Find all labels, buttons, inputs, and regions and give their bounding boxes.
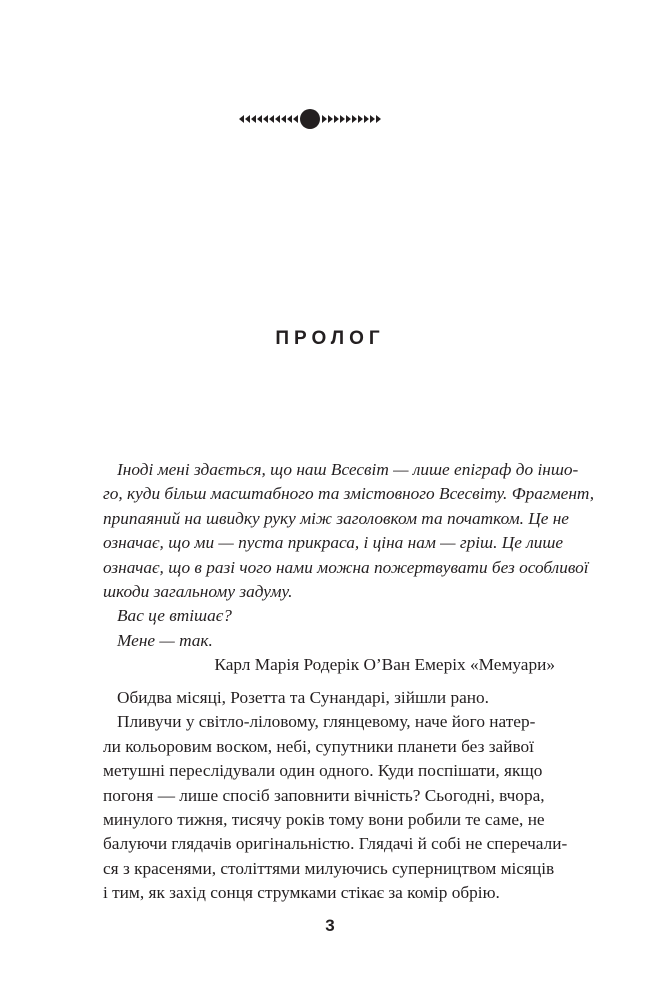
arrow-dot-divider-icon [237,107,383,131]
body-line: ся з красенями, століттями милуючись суперництвом місяців [103,858,555,878]
body-line: Обидва місяці, Розетта та Сунандарі, зійшли рано. [117,688,490,707]
body-line: і тим, як захід сонця струмками стікає за комір обрію. [103,883,500,903]
body-line: метушні переслідували один одного. Куди поспішати, якщо [103,761,543,781]
epigraph-line: означає, що в разі чого нами можна пожертвувати без особливої [103,557,589,577]
body-line: погоня — лише спосіб заповнити вічність? Сьогодні, вчора, [103,785,545,805]
body-line: балуючи глядачів оригінальністю. Глядачі й собі не сперечали- [103,834,568,854]
epigraph-author: Карл Марія Родерік О’Ван Емеріх «Мемуари» [214,655,555,675]
epigraph-line: шкоди загальному задуму. [103,581,293,601]
epigraph-line: Мене — так. [117,630,213,650]
page-number: 3 [325,916,335,935]
body-line: минулого тижня, тисячу років тому вони робили те саме, не [103,809,545,829]
body-line: ли кольоровим воском, небі, супутники планети без зайвої [103,736,534,756]
body-line: Пливучи у світло-ліловому, глянцевому, наче його натер- [117,712,536,732]
epigraph-line: Вас це втішає? [117,606,232,626]
epigraph-line: припаяний на швидку руку між заголовком та початком. Це не [103,508,569,528]
epigraph-line: Іноді мені здається, що наш Всесвіт — лише епіграф до іншо- [117,460,579,479]
epigraph-line: означає, що ми — пуста прикраса, і ціна нам — гріш. Це лише [103,533,564,553]
epigraph [103,458,595,678]
chapter-title: ПРОЛОГ [275,328,385,349]
body-text [103,686,568,906]
epigraph-line: го, куди більш масштабного та змістовного Всесвіту. Фрагмент, [103,484,595,504]
